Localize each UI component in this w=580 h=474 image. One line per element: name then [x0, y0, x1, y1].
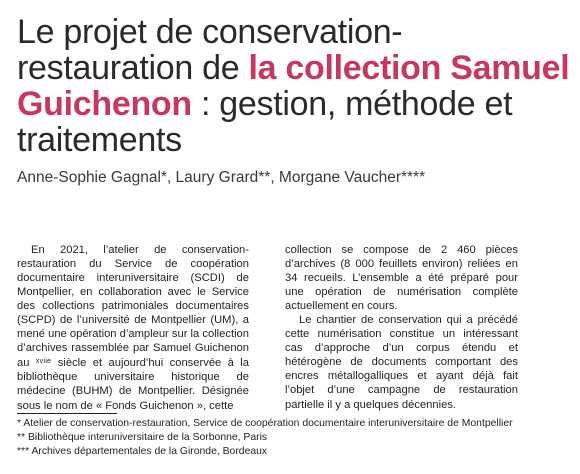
footnote-3: *** Archives départementales de la Gironde, Bordeaux [17, 446, 268, 457]
body-column-left [17, 243, 249, 413]
century-numeral: xvii [35, 358, 48, 366]
century-suffix: e [47, 358, 52, 366]
footnote-divider [17, 413, 117, 414]
article-title [17, 14, 573, 158]
footnote-2: ** Bibliothèque interuniversitaire de la Sorbonne, Paris [17, 432, 268, 443]
authors-line: Anne-Sophie Gagnal*, Laury Grard**, Morgane Vaucher**** [17, 169, 426, 186]
body-column-right [285, 243, 518, 412]
body-text-left-a: En 2021, l’atelier de conservation-restauration du Service de coopération documentaire interuniversitaire (SCDI) de Montpellier, en collaboration avec le Service des collections patrimoniales documentaires (SCPD) de l’université de Montpellier (UM), a mené une opération d’ampleur sur la collection d’archives rassemblée par Samuel Guichenon au [17, 244, 249, 370]
body-paragraph-2: Le chantier de conservation qui a précédé cette numérisation constitue un intéressant cas d’approche d’un corpus étendu et hétérogène de documents comportant des encres métallogalliques et ayant déjà fait l’objet d’une campagne de restauration partielle il y a quelques décennies. [285, 314, 518, 411]
footnotes [17, 417, 573, 459]
title-part-2: : gestion, méthode et traitements [17, 85, 513, 159]
footnote-1: * Atelier de conservation-restauration, Service de coopération documentaire interuniversitaire de Montpellier [17, 418, 513, 429]
body-paragraph-1-continued: collection se compose de 2 460 pièces d’archives (8 000 feuillets environ) reliées en 34 recueils. L’ensemble a été préparé pour une opération de numérisation complète actuellement en cours. [285, 244, 518, 313]
title-highlight: la collection Samuel Guichenon [17, 49, 570, 123]
title-part-1: Le projet de conservation-restauration de [17, 13, 403, 87]
body-text-left-b: siècle et aujourd’hui conservée à la bibliothèque universitaire historique de médecine (BUHM) de Montpellier. Désignée sous le nom de « Fonds Guichenon », cette [17, 357, 249, 412]
body-paragraph-1 [17, 243, 249, 413]
